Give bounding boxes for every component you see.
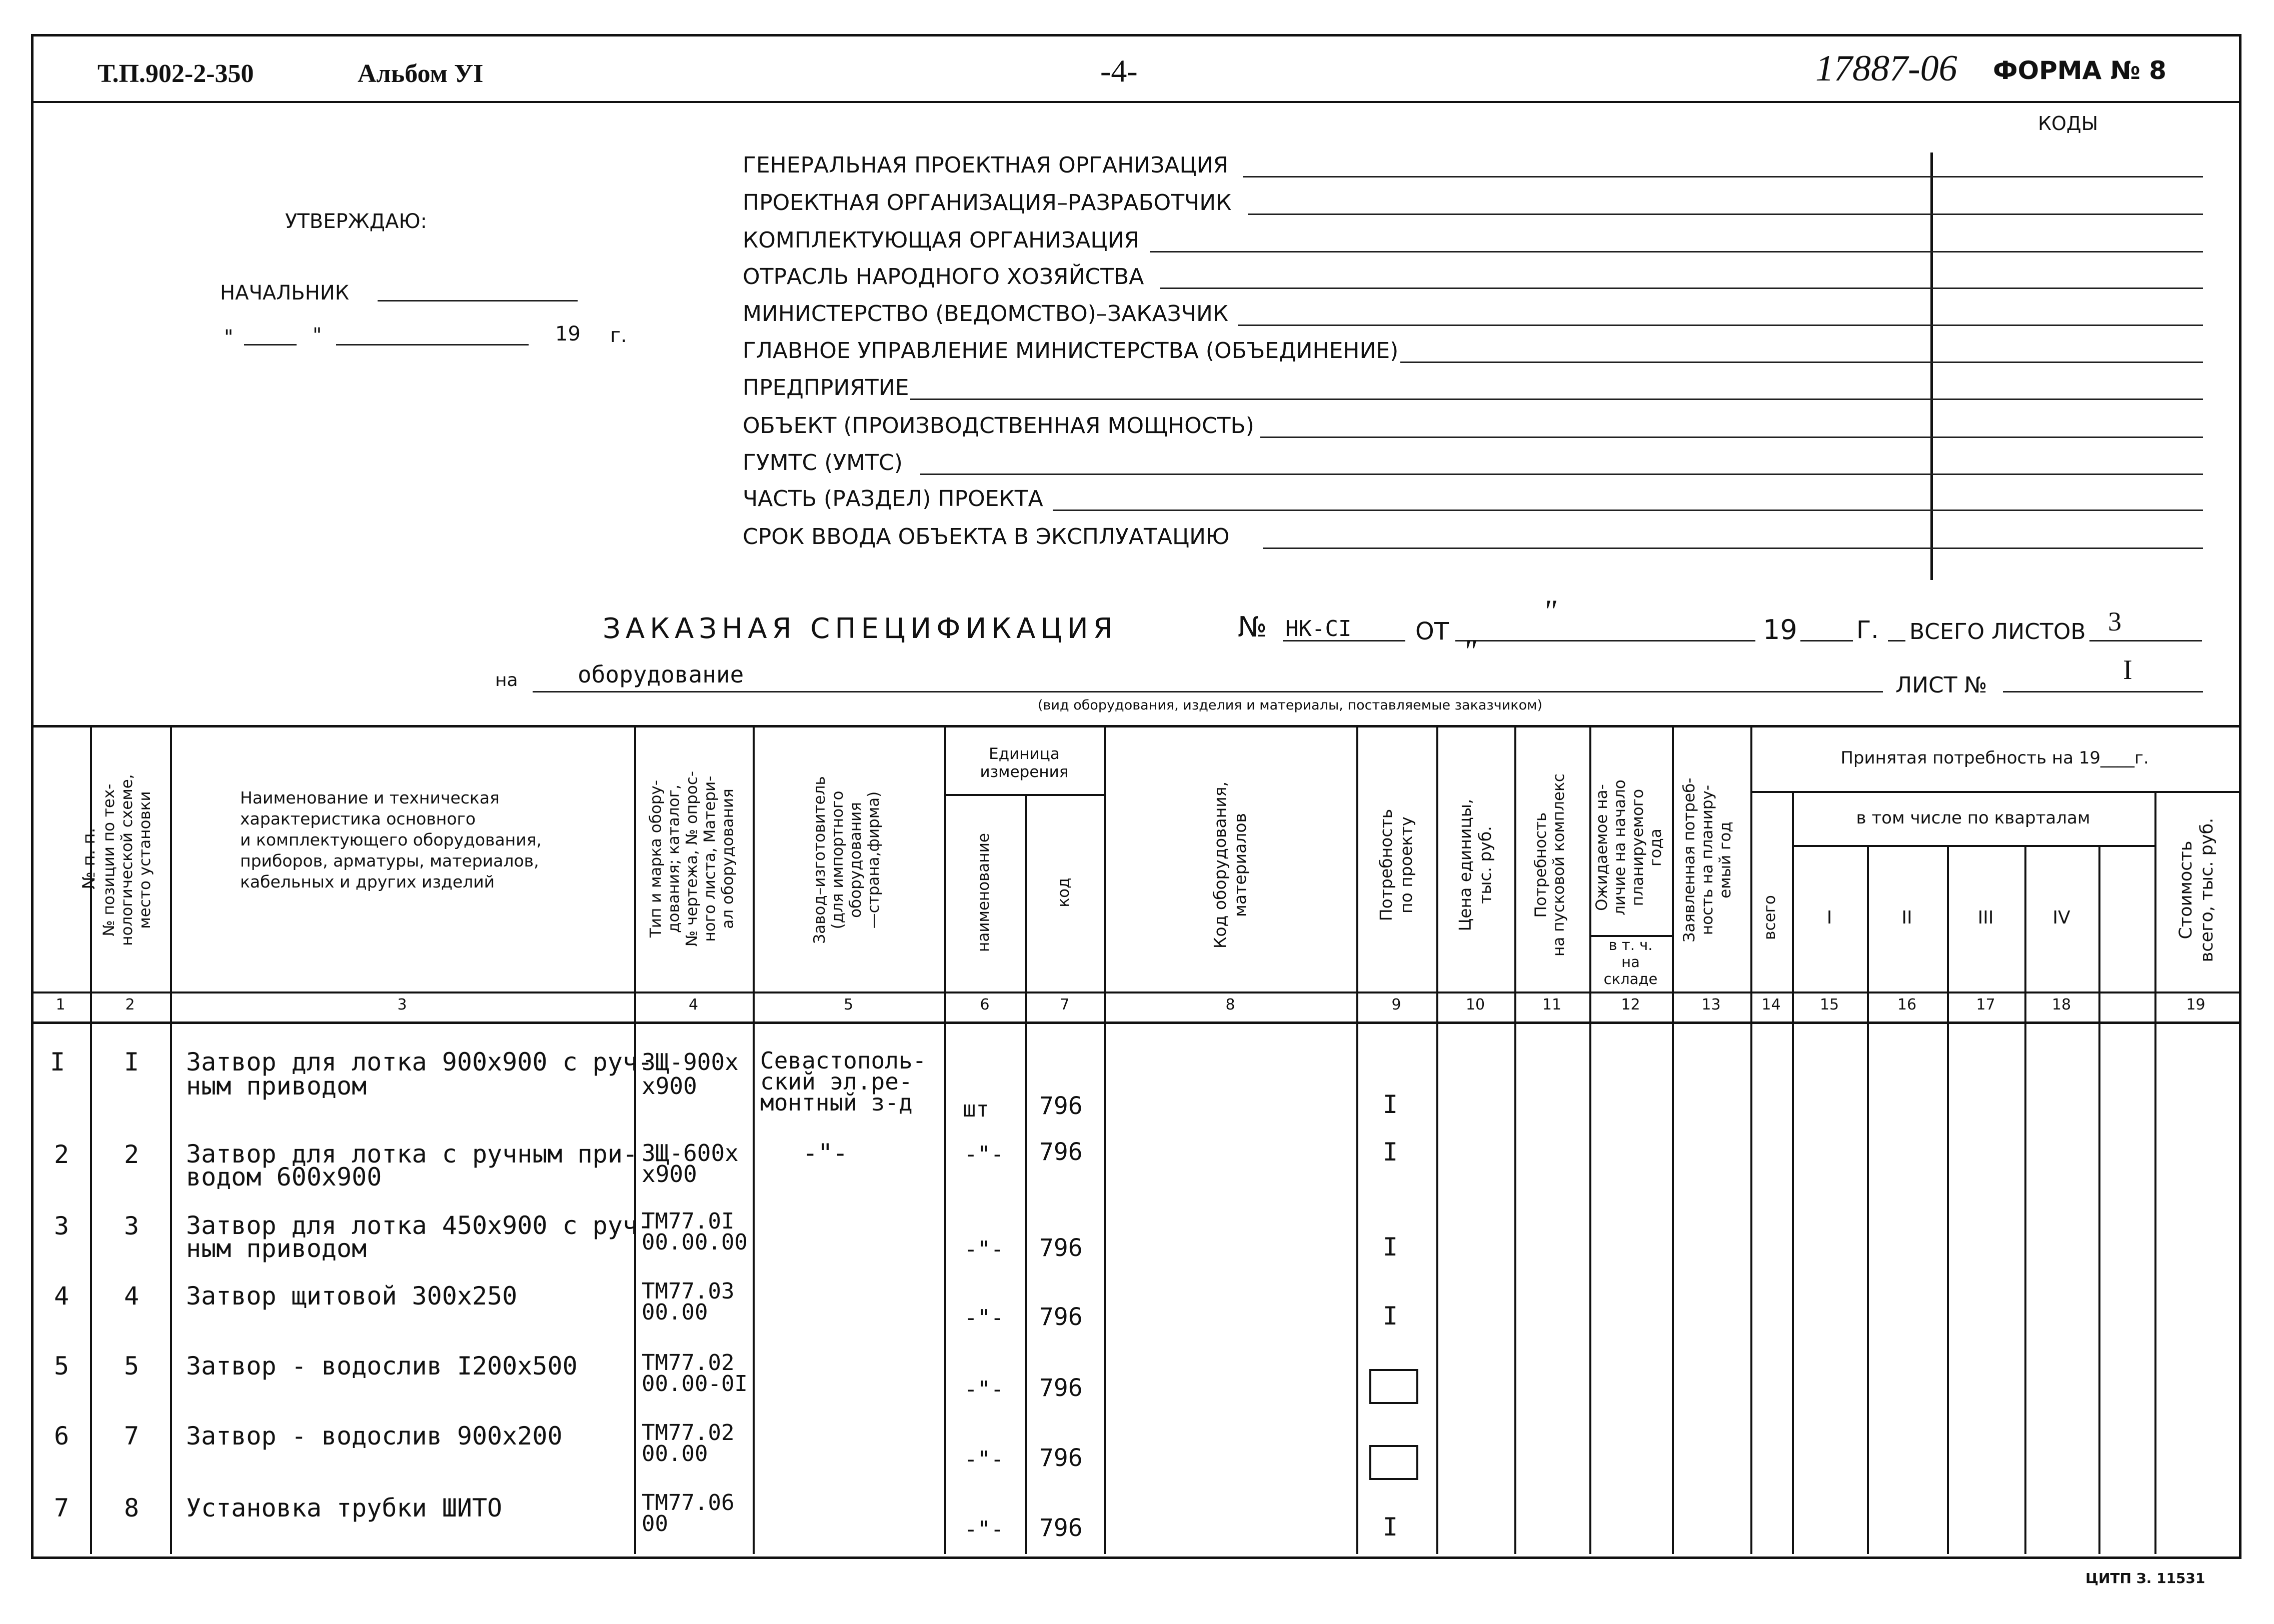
row-code: 796 bbox=[1039, 1514, 1083, 1542]
org-field-label: КОМПЛЕКТУЮЩАЯ ОРГАНИЗАЦИЯ bbox=[743, 228, 1140, 253]
row-position: 3 bbox=[124, 1212, 140, 1240]
spec-on-value: оборудование bbox=[578, 661, 744, 688]
page-number: -4- bbox=[1100, 53, 1138, 88]
col-number: 15 bbox=[1819, 996, 1839, 1014]
org-field-line bbox=[920, 474, 2203, 475]
accepted-line bbox=[1750, 791, 2239, 793]
col-divider bbox=[2154, 791, 2156, 1554]
col-divider bbox=[1436, 725, 1438, 1554]
col-number: 6 bbox=[980, 996, 990, 1014]
org-field-label: ГЕНЕРАЛЬНАЯ ПРОЕКТНАЯ ОРГАНИЗАЦИЯ bbox=[743, 152, 1229, 178]
row-number: 3 bbox=[54, 1212, 70, 1240]
row-unit: -"- bbox=[964, 1236, 1004, 1262]
org-field-label: СРОК ВВОДА ОБЪЕКТА В ЭКСПЛУАТАЦИЮ bbox=[743, 524, 1230, 550]
org-field-label: ГУМТС (УМТС) bbox=[743, 450, 903, 476]
quarter-1: I bbox=[1826, 908, 1832, 928]
org-field-line bbox=[1053, 510, 2203, 511]
spec-on-label: на bbox=[495, 670, 518, 690]
row-unit: -"- bbox=[964, 1142, 1004, 1167]
row-position: 8 bbox=[124, 1494, 140, 1522]
row-number: 6 bbox=[54, 1422, 70, 1450]
col-header-7: код bbox=[1055, 878, 1073, 908]
row-number: 5 bbox=[54, 1352, 70, 1380]
org-field-line bbox=[910, 398, 2203, 400]
col-header-11: Потребность на пусковой комплекс bbox=[1532, 774, 1568, 956]
header-numbers-bottom bbox=[31, 1022, 2239, 1024]
row-type: ТМ77.02 00.00 bbox=[642, 1420, 735, 1466]
col-divider bbox=[170, 725, 172, 1554]
col-divider bbox=[2024, 845, 2026, 1554]
org-field-line bbox=[1243, 176, 2203, 178]
org-field-line bbox=[1238, 324, 2203, 326]
col-divider bbox=[753, 725, 755, 1554]
col-divider bbox=[1356, 725, 1358, 1554]
form-label: ФОРМА № 8 bbox=[1993, 56, 2166, 85]
row-unit: -"- bbox=[964, 1446, 1004, 1472]
accepted-header: Принятая потребность на 19____г. bbox=[1840, 748, 2149, 768]
quarter-2: II bbox=[1901, 908, 1912, 928]
row-number: 7 bbox=[54, 1494, 70, 1522]
org-field-line bbox=[1260, 436, 2203, 438]
row-number: 2 bbox=[54, 1140, 70, 1169]
row-position: I bbox=[124, 1048, 140, 1076]
col-header-10: Цена единицы, тыс. руб. bbox=[1455, 798, 1495, 932]
row-need-box bbox=[1369, 1445, 1418, 1480]
row-need: I bbox=[1383, 1090, 1398, 1119]
row-name: Затвор для лотка 450х900 с руч- ным приводом bbox=[186, 1211, 653, 1263]
approve-label: УТВЕРЖДАЮ: bbox=[285, 210, 428, 233]
quarters-header: в том числе по кварталам bbox=[1856, 808, 2090, 828]
unit-group-line bbox=[944, 794, 1104, 796]
org-field-line bbox=[1263, 548, 2203, 549]
row-need-box bbox=[1369, 1369, 1418, 1404]
col-header-9: Потребность по проекту bbox=[1376, 808, 1416, 922]
row-need: I bbox=[1383, 1232, 1398, 1262]
unit-group-header: Единица измерения bbox=[980, 745, 1069, 781]
col-header-8: Код оборудования, материалов bbox=[1210, 781, 1250, 949]
header-divider bbox=[31, 101, 2239, 103]
date-month-line bbox=[336, 344, 529, 346]
col-number: 8 bbox=[1225, 996, 1235, 1014]
doc-code: Т.П.902-2-350 bbox=[98, 60, 254, 88]
col-divider bbox=[1514, 725, 1516, 1554]
row-code: 796 bbox=[1039, 1138, 1083, 1166]
org-field-label: ГЛАВНОЕ УПРАВЛЕНИЕ МИНИСТЕРСТВА (ОБЪЕДИНЕНИЕ) bbox=[743, 338, 1399, 364]
date-quote-open: " bbox=[224, 326, 234, 349]
row-code: 796 bbox=[1039, 1374, 1083, 1402]
row-name: Установка трубки ШИТО bbox=[186, 1494, 503, 1522]
row-unit: -"- bbox=[964, 1516, 1004, 1542]
spec-year-suffix: Г. bbox=[1856, 616, 1879, 644]
col-divider bbox=[1025, 794, 1027, 1554]
col-number: 18 bbox=[2051, 996, 2071, 1014]
row-type: ТМ77.03 00.00 bbox=[642, 1278, 735, 1325]
col-number: 5 bbox=[843, 996, 854, 1014]
table-top-line bbox=[31, 725, 2239, 728]
row-unit: -"- bbox=[964, 1305, 1004, 1330]
row-need: I bbox=[1383, 1302, 1398, 1330]
row-name: Затвор щитовой 300х250 bbox=[186, 1282, 518, 1310]
spec-no-line bbox=[1283, 640, 1405, 642]
org-field-label: ПРЕДПРИЯТИЕ bbox=[743, 375, 909, 400]
row-code: 796 bbox=[1039, 1234, 1083, 1262]
org-field-line bbox=[1160, 288, 2203, 289]
chief-label: НАЧАЛЬНИК bbox=[220, 282, 350, 304]
col-number: 9 bbox=[1391, 996, 1401, 1014]
col-divider bbox=[1867, 845, 1869, 1554]
spec-total-sheets-label: ВСЕГО ЛИСТОВ bbox=[1909, 619, 2086, 644]
row-position: 5 bbox=[124, 1352, 140, 1380]
org-field-label: МИНИСТЕРСТВО (ВЕДОМСТВО)–ЗАКАЗЧИК bbox=[743, 301, 1229, 326]
col-divider bbox=[1750, 725, 1752, 1554]
spec-sheet-value: I bbox=[2123, 654, 2132, 686]
row-code: 796 bbox=[1039, 1303, 1083, 1331]
row-type: ТМ77.06 00 bbox=[642, 1490, 735, 1536]
codes-divider bbox=[1930, 152, 1933, 580]
col-number: 12 bbox=[1621, 996, 1640, 1014]
quarter-3: III bbox=[1977, 908, 1994, 928]
row-name: Затвор - водослив I200х500 bbox=[186, 1352, 578, 1380]
col-header-5: Завод–изготовитель (для импортного оборудования —страна,фирма) bbox=[811, 776, 883, 944]
col-number: 4 bbox=[688, 996, 699, 1014]
org-field-line bbox=[1150, 251, 2203, 252]
col-divider bbox=[1672, 725, 1674, 1554]
spec-year-line bbox=[1800, 640, 1853, 642]
row-type: ЗЩ-900х х900 bbox=[642, 1048, 739, 1100]
spec-year-suffix-line bbox=[1888, 640, 1905, 642]
col-header-19: Стоимость всего, тыс. руб. bbox=[2176, 818, 2217, 962]
org-field-line bbox=[1400, 362, 2203, 363]
col-number: 17 bbox=[1976, 996, 1995, 1014]
row-type: ТМ77.02 00.00-0I bbox=[642, 1350, 748, 1396]
org-field-label: ОБЪЕКТ (ПРОИЗВОДСТВЕННАЯ МОЩНОСТЬ) bbox=[743, 413, 1254, 438]
org-field-line bbox=[1248, 214, 2203, 215]
row-name: Затвор для лотка 900х900 с руч- ным приводом bbox=[186, 1048, 653, 1100]
col-number: 14 bbox=[1761, 996, 1781, 1014]
spec-from-label: ОТ bbox=[1415, 618, 1449, 646]
col-header-2: № позиции по тех- нологической схеме, место установки bbox=[100, 774, 154, 946]
date-year-suffix: г. bbox=[610, 324, 627, 347]
org-field-label: ПРОЕКТНАЯ ОРГАНИЗАЦИЯ–РАЗРАБОТЧИК bbox=[743, 190, 1232, 216]
col-number: 11 bbox=[1542, 996, 1562, 1014]
spec-quote-open: " bbox=[1543, 593, 1556, 628]
col-number: 13 bbox=[1701, 996, 1721, 1014]
spec-total-sheets: 3 bbox=[2108, 606, 2121, 636]
org-field-label: ЧАСТЬ (РАЗДЕЛ) ПРОЕКТА bbox=[743, 486, 1043, 512]
spec-note: (вид оборудования, изделия и материалы, поставляемые заказчиком) bbox=[1038, 698, 1543, 713]
row-maker: -"- bbox=[803, 1138, 848, 1168]
spec-title: ЗАКАЗНАЯ СПЕЦИФИКАЦИЯ bbox=[603, 612, 1118, 645]
footer-stamp: ЦИТП З. 11531 bbox=[2085, 1570, 2205, 1586]
col-header-12b: в т. ч. на складе bbox=[1603, 936, 1658, 988]
doc-number: 17887-06 bbox=[1815, 48, 1957, 89]
col-divider bbox=[1104, 725, 1106, 1554]
row-code: 796 bbox=[1039, 1092, 1083, 1120]
col-number: 10 bbox=[1465, 996, 1485, 1014]
date-quote-close: " bbox=[313, 324, 322, 347]
col-divider bbox=[1792, 791, 1794, 1554]
col-header-3: Наименование и техническая характеристика основного и комплектующего оборудования, приборов, арматуры, материалов, кабельных и других изделий bbox=[240, 788, 542, 892]
header-numbers-top bbox=[31, 992, 2239, 994]
col-divider bbox=[2098, 845, 2100, 1554]
row-position: 7 bbox=[124, 1422, 140, 1450]
col-number: 7 bbox=[1060, 996, 1070, 1014]
date-day-line bbox=[244, 344, 297, 346]
row-name: Затвор - водослив 900х200 bbox=[186, 1422, 563, 1450]
row-need: I bbox=[1383, 1512, 1398, 1542]
col-number: 2 bbox=[125, 996, 135, 1014]
row-type: ЗЩ-600х х900 bbox=[642, 1140, 739, 1188]
spec-from-line-2 bbox=[1520, 640, 1755, 642]
chief-line bbox=[378, 300, 578, 302]
row-code: 796 bbox=[1039, 1444, 1083, 1472]
row-position: 2 bbox=[124, 1140, 140, 1169]
col-divider bbox=[1947, 845, 1949, 1554]
col-header-1: № п. п. bbox=[79, 828, 99, 890]
spec-quote-close: " bbox=[1463, 633, 1476, 668]
row-position: 4 bbox=[124, 1282, 140, 1310]
spec-sheet-line bbox=[2003, 691, 2203, 692]
row-name: Затвор для лотка с ручным при- водом 600х900 bbox=[186, 1140, 638, 1192]
date-year: 19 bbox=[555, 322, 581, 346]
spec-year: 19 bbox=[1763, 614, 1797, 646]
spec-total-sheets-line bbox=[2089, 640, 2202, 642]
row-unit: -"- bbox=[964, 1376, 1004, 1402]
spec-sheet-label: ЛИСТ № bbox=[1895, 672, 1987, 698]
spec-no-value: НК-СІ bbox=[1285, 616, 1352, 642]
row-number: I bbox=[50, 1048, 66, 1076]
col-header-14: всего bbox=[1761, 895, 1779, 940]
row-number: 4 bbox=[54, 1282, 70, 1310]
row-need: I bbox=[1383, 1138, 1398, 1166]
col-header-13: Заявленная потреб- ность на планиру- емый год bbox=[1680, 778, 1734, 942]
quarter-4: IV bbox=[2052, 908, 2070, 928]
spec-no-label: № bbox=[1238, 611, 1267, 644]
col-divider bbox=[1589, 725, 1591, 1554]
col-header-4: Тип и марка обору- дования; каталог, № чертежа, № опрос- ного листа, Матери- ал оборудования bbox=[647, 770, 737, 947]
spec-on-line bbox=[533, 691, 1883, 692]
col-number: 1 bbox=[56, 996, 66, 1014]
album-label: Альбом УІ bbox=[358, 60, 484, 88]
col-number: 16 bbox=[1897, 996, 1917, 1014]
row-type: ТМ77.0I 00.00.00 bbox=[642, 1208, 748, 1255]
col-header-6: наименование bbox=[975, 833, 993, 952]
col-number: 19 bbox=[2186, 996, 2205, 1014]
row-unit: шт bbox=[963, 1096, 989, 1122]
col-header-12: Ожидаемое на- личие на начало планируемого года bbox=[1593, 780, 1665, 916]
codes-label: КОДЫ bbox=[2038, 112, 2098, 134]
col-number: 3 bbox=[397, 996, 407, 1014]
org-field-label: ОТРАСЛЬ НАРОДНОГО ХОЗЯЙСТВА bbox=[743, 264, 1144, 290]
row-maker: Севастополь- ский эл.ре- монтный з-д bbox=[760, 1047, 927, 1116]
col-divider bbox=[944, 725, 946, 1554]
